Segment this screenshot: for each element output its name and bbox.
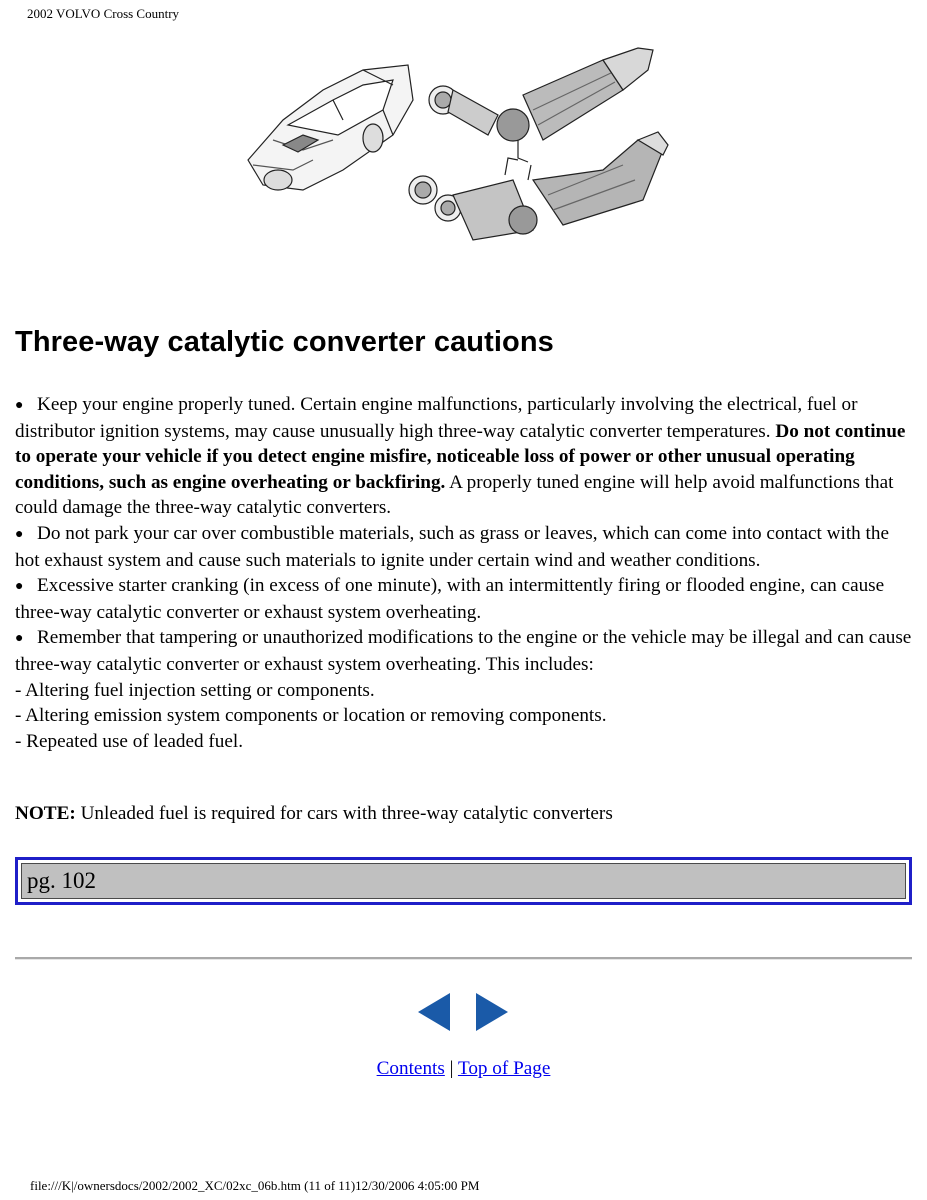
arrow-left-icon[interactable]	[418, 993, 450, 1031]
bullet-text: Excessive starter cranking (in excess of one minute), with an intermittently firing or flooded engine, can cause three-way catalytic converter or exhaust system overheating.	[15, 575, 885, 623]
note	[15, 803, 613, 825]
note-text: Unleaded fuel is required for cars with three-way catalytic converters	[75, 803, 613, 824]
catalytic-converter-illustration	[243, 40, 673, 265]
bullet-text: Do not park your car over combustible materials, such as grass or leaves, which can come into contact with the hot exhaust system and cause such materials to ignite under certain wind and weather conditions.	[15, 522, 889, 571]
list-item	[15, 392, 915, 521]
bullet-text: Remember that tampering or unauthorized modifications to the engine or the vehicle may be illegal and can cause three-way catalytic converter or exhaust system overheating. This includes:	[15, 627, 912, 675]
bullet-text: Keep your engine properly tuned. Certain engine malfunctions, particularly involving the electrical, fuel or distributor ignition systems, may cause unusually high three-way catalytic converter temperatures.	[15, 394, 858, 442]
note-label: NOTE:	[15, 803, 76, 824]
dash-item: - Altering emission system components or location or removing components.	[15, 705, 607, 727]
cautions-body	[15, 392, 915, 754]
lower-converter-illustration	[409, 132, 668, 240]
contents-link[interactable]: Contents	[376, 1058, 445, 1079]
footer-links	[0, 1058, 927, 1080]
upper-converter-illustration	[429, 48, 653, 162]
arrow-right-icon[interactable]	[476, 993, 508, 1031]
bullet-bold-warning: Do not continue to operate your vehicle if you detect engine misfire, noticeable loss of power or other unusual operating conditions, such as engine overheating or backfiring.	[15, 420, 906, 493]
dash-item: - Altering fuel injection setting or components.	[15, 679, 375, 701]
bullet-text: A properly tuned engine will help avoid malfunctions that could damage the three-way catalytic converters.	[15, 471, 894, 519]
page-navigation	[418, 993, 510, 1031]
section-title: Three-way catalytic converter cautions	[15, 326, 554, 358]
list-item	[15, 625, 915, 677]
footer-file-path: file:///K|/ownersdocs/2002/2002_XC/02xc_06b.htm (11 of 11)12/30/2006 4:05:00 PM	[30, 1178, 480, 1193]
bullet-icon: ●	[15, 631, 24, 647]
bullet-icon: ●	[15, 526, 24, 542]
horizontal-divider	[15, 957, 912, 960]
dash-item: - Repeated use of leaded fuel.	[15, 730, 244, 752]
document-header-title: 2002 VOLVO Cross Country	[27, 6, 180, 21]
list-item	[15, 521, 915, 573]
bullet-icon: ●	[15, 579, 24, 595]
list-item	[15, 573, 915, 625]
car-illustration	[248, 65, 413, 190]
page-number-box	[15, 857, 912, 905]
top-of-page-link[interactable]: Top of Page	[457, 1058, 551, 1079]
page-number: pg. 102	[21, 863, 906, 899]
bullet-icon: ●	[15, 398, 24, 413]
link-separator: |	[444, 1058, 458, 1079]
